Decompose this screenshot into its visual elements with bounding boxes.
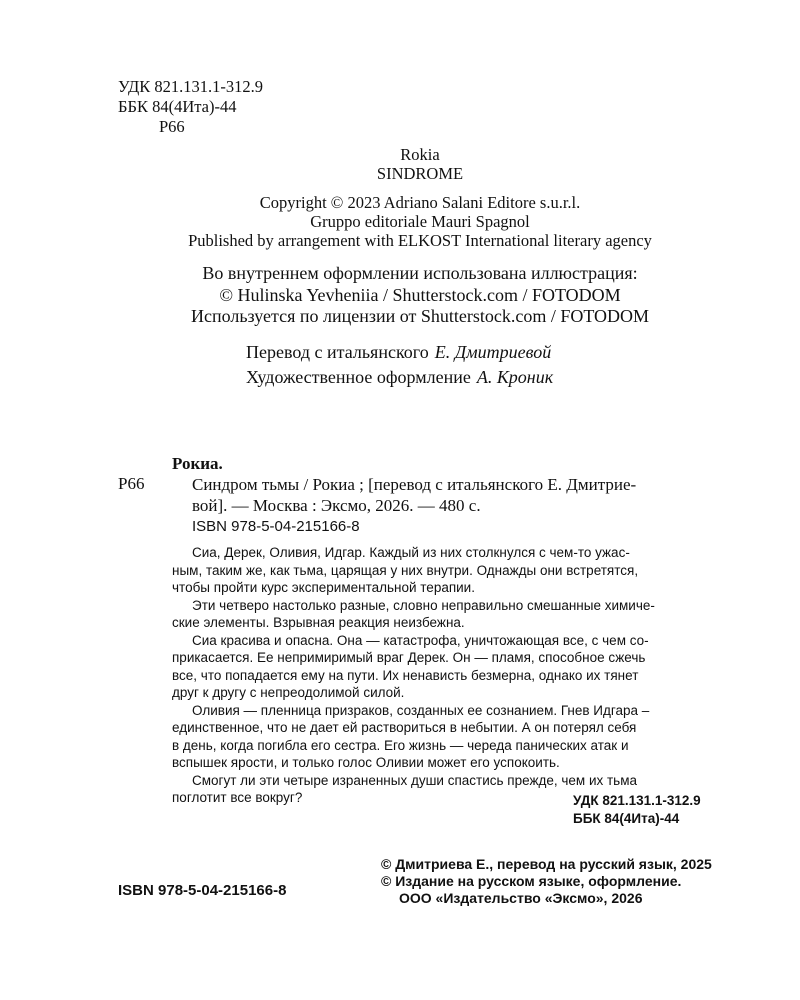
copyright-line: © Дмитриева Е., перевод на русский язык, 2025 xyxy=(381,856,712,872)
record-isbn: ISBN 978-5-04-215166-8 xyxy=(192,518,360,535)
design-credit xyxy=(246,365,553,390)
annotation-paragraph xyxy=(172,702,724,772)
isbn-bottom: ISBN 978-5-04-215166-8 xyxy=(118,882,287,899)
annotation-line: вспышек ярости, и только голос Оливии может его успокоить. xyxy=(172,755,560,770)
original-author: Rokia xyxy=(400,145,440,164)
copyright-english xyxy=(0,193,800,250)
annotation-line: Эти четверо настолько разные, словно неправильно смешанные химиче- xyxy=(192,597,655,613)
annotation-line: в день, когда погибла его сестра. Его жизнь — череда панических атак и xyxy=(172,737,629,753)
annotation-paragraph xyxy=(172,544,724,597)
record-description xyxy=(192,474,722,516)
credit-name: Е. Дмитриевой xyxy=(434,342,552,362)
annotation-line: Сиа, Дерек, Оливия, Идгар. Каждый из них столкнулся с чем-то ужас- xyxy=(192,545,630,560)
bbk-code: ББК 84(4Ита)-44 xyxy=(118,97,237,116)
credits xyxy=(246,340,553,390)
annotation-line: все, что попадается ему на пути. Их ненависть безмерна, однако их тянет xyxy=(172,667,639,683)
illustration-credit xyxy=(0,263,800,328)
bottom-classification-codes xyxy=(573,792,701,828)
copyright-line: ООО «Издательство «Эксмо», 2026 xyxy=(399,890,643,906)
record-line: вой]. — Москва : Эксмо, 2026. — 480 с. xyxy=(192,496,481,515)
original-title: SINDROME xyxy=(376,164,464,183)
annotation-line: единственное, что не дает ей раствориться в небытии. А он потерял себя xyxy=(172,720,637,735)
illustration-line: Используется по лицензии от Shutterstock.com / FOTODOM xyxy=(190,306,650,326)
annotation-line: Смогут ли эти четыре израненных души спастись прежде, чем их тьма xyxy=(192,772,637,788)
annotation-line: чтобы пройти курс экспериментальной терапии. xyxy=(172,580,475,595)
author-mark: Р66 xyxy=(159,117,185,136)
original-title-block xyxy=(0,145,800,183)
copyright-line: Copyright © 2023 Adriano Salani Editore s.u.r.l. xyxy=(259,193,581,212)
annotation-line: поглотит все вокруг? xyxy=(172,790,303,805)
copyright-line: Gruppo editoriale Mauri Spagnol xyxy=(310,212,530,231)
annotation-paragraph xyxy=(172,632,724,702)
bbk-code: ББК 84(4Ита)-44 xyxy=(573,811,680,826)
copyright-line: © Издание на русском языке, оформление. xyxy=(381,873,682,889)
translation-credit xyxy=(246,340,553,365)
record-line: Синдром тьмы / Рокиа ; [перевод с итальянского Е. Дмитрие- xyxy=(192,475,637,494)
annotation xyxy=(172,544,724,807)
annotation-line: ские элементы. Взрывная реакция неизбежна. xyxy=(172,615,465,630)
annotation-line: ным, таким же, как тьма, царящая у них внутри. Однажды они встретятся, xyxy=(172,562,639,578)
annotation-line: друг к другу с непреодолимой силой. xyxy=(172,685,405,700)
credit-role: Художественное оформление xyxy=(246,367,471,387)
classification-codes xyxy=(118,77,263,137)
annotation-paragraph xyxy=(172,597,724,632)
annotation-line: прикасается. Ее непримиримый враг Дерек. Он — пламя, способное сжечь xyxy=(172,650,646,665)
udk-code: УДК 821.131.1-312.9 xyxy=(118,77,264,96)
record-code: Р66 xyxy=(118,474,145,493)
annotation-line: Оливия — пленница призраков, созданных ее сознанием. Гнев Идгара – xyxy=(192,702,650,718)
annotation-line: Сиа красива и опасна. Она — катастрофа, уничтожающая все, с чем со- xyxy=(192,632,649,648)
illustration-line: Во внутреннем оформлении использована иллюстрация: xyxy=(202,263,638,283)
copyright-line: Published by arrangement with ELKOST International literary agency xyxy=(188,231,652,250)
credit-name: А. Кроник xyxy=(476,367,554,387)
udk-code: УДК 821.131.1-312.9 xyxy=(573,793,701,808)
copyright-russian xyxy=(381,856,712,907)
credit-role: Перевод с итальянского xyxy=(246,342,429,362)
illustration-line: © Hulinska Yevheniia / Shutterstock.com / FOTODOM xyxy=(219,284,621,305)
record-author: Рокиа. xyxy=(172,454,223,473)
